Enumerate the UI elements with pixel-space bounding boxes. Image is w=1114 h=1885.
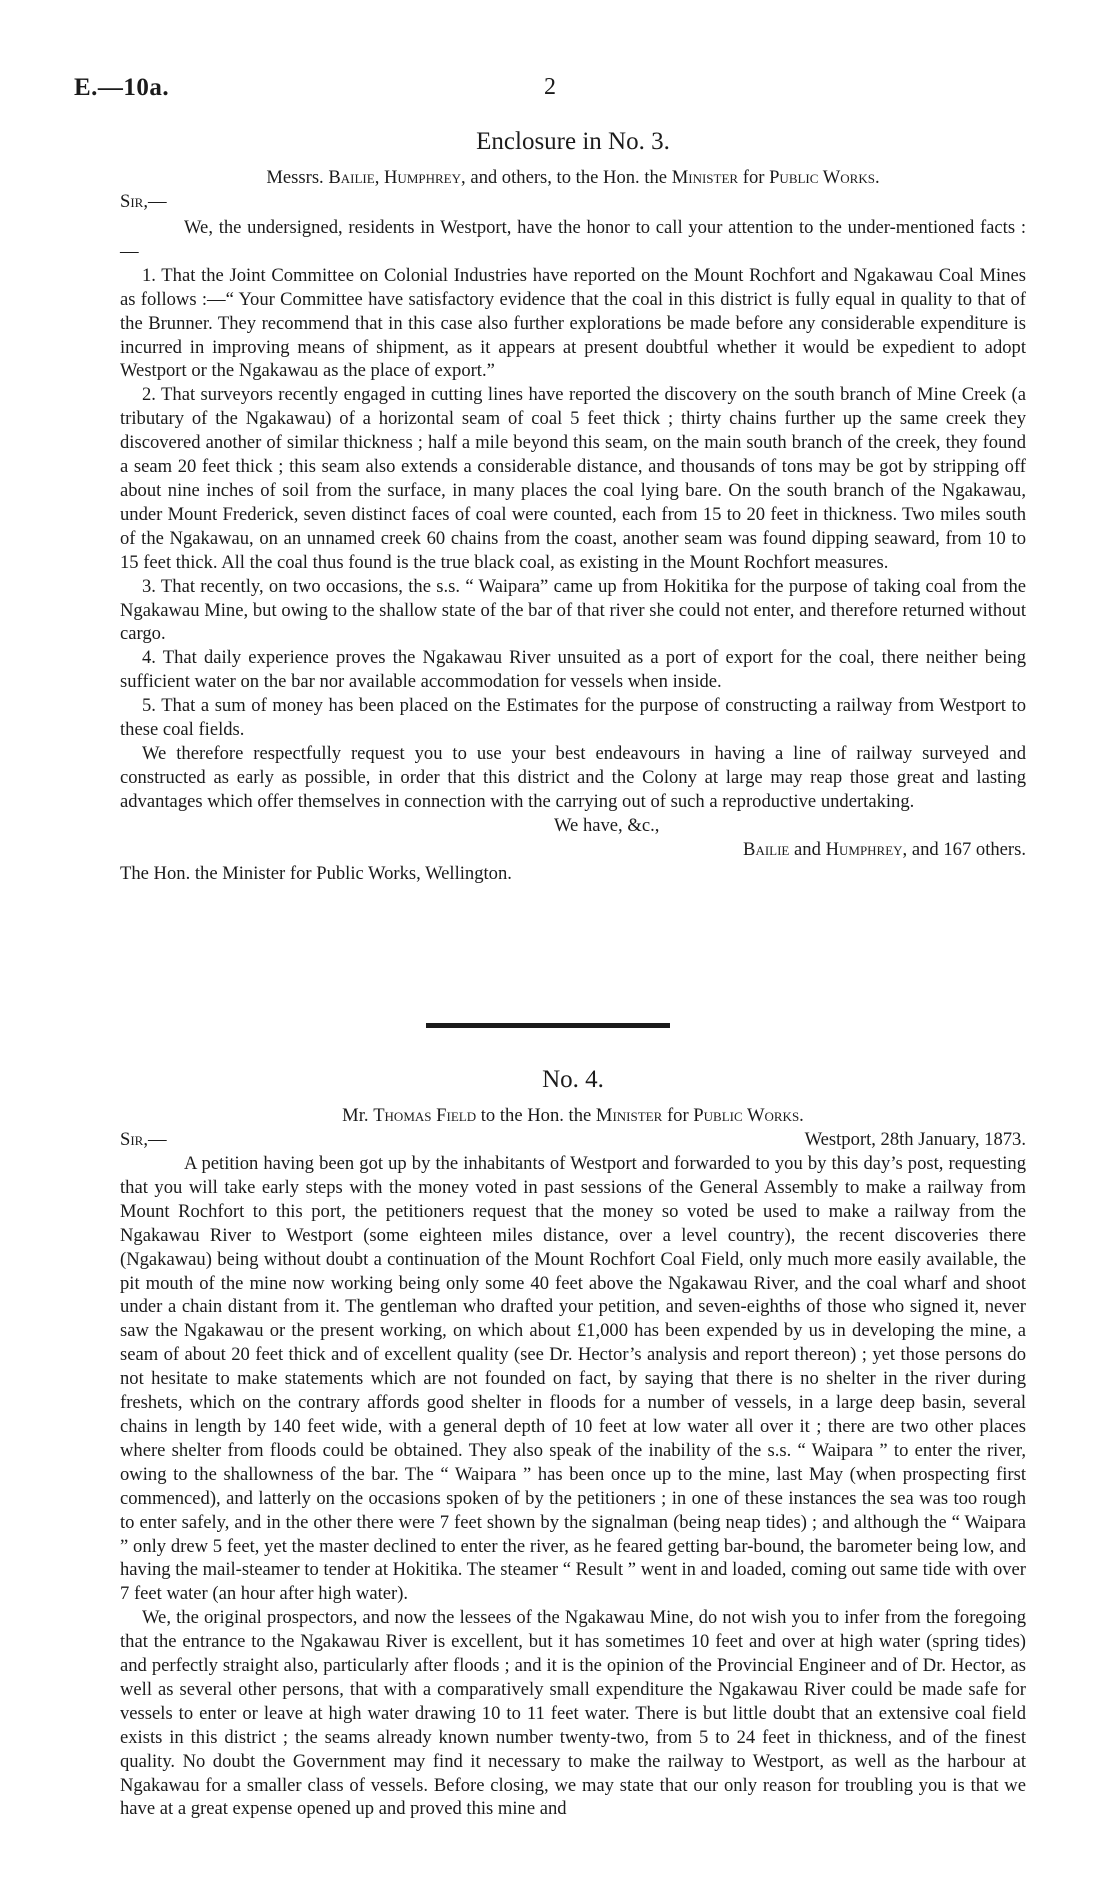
document-reference: E.—10a. [74, 74, 170, 101]
enclosure-title: Enclosure in No. 3. [476, 128, 670, 155]
no4-section [120, 1066, 1026, 1094]
salutation-date-line [120, 1128, 1026, 1152]
enclosure-body [120, 190, 1026, 886]
closing: We have, &c., [554, 814, 660, 836]
enclosure-intro: We, the undersigned, residents in Westport, have the honor to call your attention to the under-mentioned facts :— [120, 217, 1026, 262]
enclosure-point: 5. That a sum of money has been placed on the Estimates for the purpose of constructing a railway from Westport to these coal fields. [120, 695, 1026, 741]
letter-paragraph: A petition having been got up by the inhabitants of Westport and forwarded to you by this day’s post, requesting that you will take early steps with the money voted in past sessions of the General Assembly to make a railway from Mount Rochfort to this port, the petitioners request that the money so voted be used to make a railway from the Ngakawau River to Westport (some eighteen miles distance, over a level country), the recent discoveries there (Ngakawau) being without doubt a continuation of the Mount Rochfort Coal Field, only much more easily available, the pit mouth of the mine now working being only some 40 feet above the Ngakawau River, and the coal wharf and shoot under a chain distant from it. The gentleman who drafted your petition, and seven-eighths of those who signed it, never saw the Ngakawau or the present working, on which about £1,000 has been expended by us in developing the mine, a seam of about 20 feet thick and of excellent quality (see Dr. Hector’s analysis and report thereon) ; yet those persons do not hesitate to make statements which are not founded on fact, by saying that there is no shelter in the river during freshets, which on the contrary affords good shelter in floods for a number of vessels, in a large deep basin, several chains in length by 140 feet wide, with a general depth of 10 feet at low water all over it ; there are two other places where shelter from floods could be obtained. They also speak of the inability of the s.s. “ Waipara ” to enter the river, owing to the shallowness of the bar. The “ Waipara ” has been once up to the mine, last May (when prospecting first commenced), and latterly on the occasions spoken of by the petitioners ; in one of these instances the sea was too rough to enter safely, and in the other there were 7 feet shown by the signalman (being neap tides) ; and although the “ Waipara ” only drew 5 feet, yet the master declined to enter the river, as he feared getting bar-bound, the barometer being low, and having the mail-steamer to tender at Hokitika. The steamer “ Result ” went in and loaded, coming out same tide with over 7 feet water (an hour after high water). [120, 1153, 1026, 1605]
date-place: Westport, 28th January, 1873. [804, 1129, 1026, 1150]
salutation: Sir,— [120, 191, 167, 212]
enclosure-section [120, 128, 1026, 156]
no4-body [120, 1128, 1026, 1821]
enclosure-from-line: Messrs. Bailie, Humphrey, and others, to the Hon. the Minister for Public Works. [266, 167, 880, 188]
page-header [74, 74, 1040, 110]
no4-from-line: Mr. Thomas Field to the Hon. the Minister for Public Works. [342, 1105, 804, 1126]
enclosure-point: 2. That surveyors recently engaged in cutting lines have reported the discovery on the south branch of Mine Creek (a tributary of the Ngakawau) of a horizontal seam of coal 5 feet thick ; thirty chains further up the same creek they discovered another of similar thickness ; half a mile beyond this seam, on the main south branch of the creek, they found a seam 20 feet thick ; this seam also extends a considerable distance, and thousands of tons may be got by stripping off about nine inches of soil from the surface, in many places the coal lying bare. On the south branch of the Ngakawau, under Mount Frederick, seven distinct faces of coal were counted, each from 15 to 20 feet in thickness. Two miles south of the Ngakawau, on an unnamed creek 60 chains from the coast, another seam was found dipping seaward, from 10 to 15 feet thick. All the coal thus found is the true black coal, as existing in the Mount Rochfort measures. [120, 384, 1026, 573]
signature: Bailie and Humphrey, and 167 others. [743, 838, 1026, 860]
enclosure-point: 1. That the Joint Committee on Colonial Industries have reported on the Mount Rochfort and Ngakawau Coal Mines as follows :—“ Your Committee have satisfactory evidence that the coal in this district is fully equal in quality to that of the Brunner. They recommend that in this case also further explorations be made before any considerable expenditure is incurred in improving means of shipment, as it appears at present doubtful whether it would be expedient to adopt Westport or the Ngakawau as the place of export.” [120, 264, 1026, 382]
addressee: The Hon. the Minister for Public Works, Wellington. [120, 862, 512, 884]
letter-paragraph: We, the original prospectors, and now the lessees of the Ngakawau Mine, do not wish you to infer from the foregoing that the entrance to the Ngakawau River is excellent, but it has sometimes 10 feet and over at high water (spring tides) and perfectly straight also, particularly after floods ; and it is the opinion of the Provincial Engineer and of Dr. Hector, as well as several other persons, that with a comparatively small expenditure the Ngakawau River could be made safe for vessels to enter or leave at high water drawing 10 to 11 feet water. There is but little doubt that an extensive coal field exists in this district ; the seams already known number twenty-two, from 5 to 24 feet in thickness, and of the finest quality. No doubt the Government may find it necessary to make the railway to Westport, as well as the harbour at Ngakawau for a smaller class of vessels. Before closing, we may state that our only reason for troubling you is that we have at a great expense opened up and proved this mine and [120, 1607, 1026, 1820]
enclosure-request: We therefore respectfully request you to use your best endeavours in having a line of railway surveyed and constructed as early as possible, in order that this district and the Colony at large may reap those great and lasting advantages which offer themselves in connection with the carrying out of such a reproductive undertaking. [120, 742, 1026, 812]
page-number: 2 [544, 74, 556, 100]
salutation: Sir,— [120, 1129, 167, 1150]
enclosure-point: 3. That recently, on two occasions, the s.s. “ Waipara” came up from Hokitika for the purpose of taking coal from the Ngakawau Mine, but owing to the shallow state of the bar of that river she could not enter, and therefore returned without cargo. [120, 575, 1026, 645]
section-divider [426, 1023, 670, 1028]
no4-title: No. 4. [542, 1066, 604, 1093]
enclosure-point: 4. That daily experience proves the Ngakawau River unsuited as a port of export for the coal, there neither being sufficient water on the bar nor available accommodation for vessels when inside. [120, 647, 1026, 693]
